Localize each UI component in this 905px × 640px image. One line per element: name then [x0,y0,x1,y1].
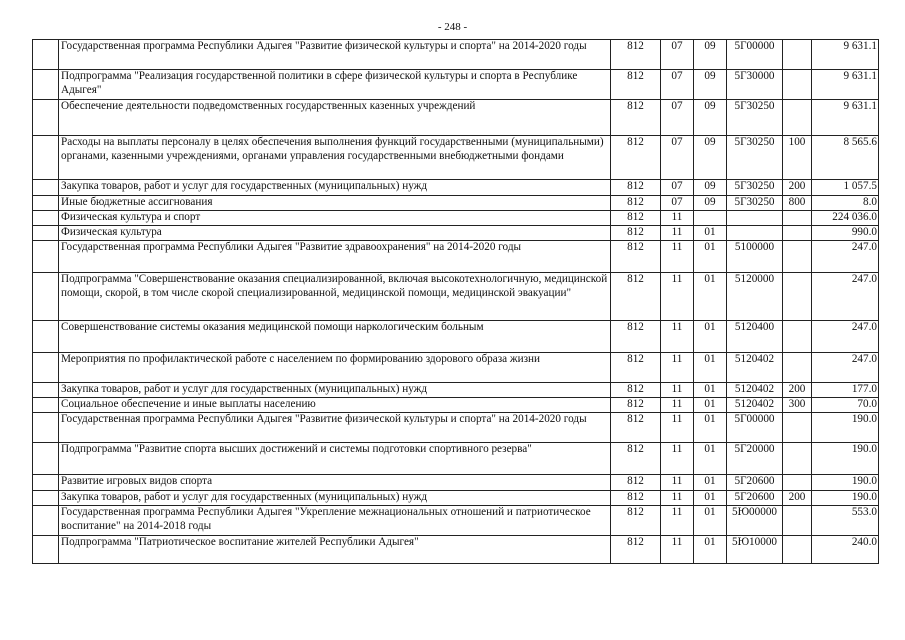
vedomstvo-cell: 812 [611,226,661,241]
razdel-cell: 07 [661,196,694,211]
row-name: Закупка товаров, работ и услуг для государственных (муниципальных) нужд [59,180,611,196]
summa-cell: 247.0 [812,353,879,383]
table-row [33,475,879,491]
row-name: Подпрограмма "Совершенствование оказания специализированной, включая высокотехнологичную, медицинской помощи, скорой, в том числе скорой специализированной, медицинской помощи, медицинской эвакуации" [59,273,611,321]
razdel-cell: 11 [661,211,694,226]
table-row [33,536,879,564]
razdel-cell: 11 [661,443,694,475]
podrazdel-cell: 01 [694,353,727,383]
vid-rashodov-cell [783,100,812,136]
razdel-cell: 07 [661,70,694,100]
vedomstvo-cell: 812 [611,383,661,398]
summa-cell: 553.0 [812,506,879,536]
podrazdel-cell: 01 [694,241,727,273]
vedomstvo-cell: 812 [611,536,661,564]
summa-cell: 247.0 [812,273,879,321]
blank-cell [33,353,59,383]
vedomstvo-cell: 812 [611,413,661,443]
table-row [33,398,879,413]
vid-rashodov-cell: 100 [783,136,812,180]
blank-cell [33,413,59,443]
table-row [33,321,879,353]
row-name: Подпрограмма "Развитие спорта высших достижений и системы подготовки спортивного резерва" [59,443,611,475]
blank-cell [33,196,59,211]
podrazdel-cell [694,211,727,226]
razdel-cell: 11 [661,475,694,491]
summa-cell: 177.0 [812,383,879,398]
vid-rashodov-cell [783,413,812,443]
vid-rashodov-cell: 300 [783,398,812,413]
podrazdel-cell: 01 [694,475,727,491]
podrazdel-cell: 09 [694,100,727,136]
vedomstvo-cell: 812 [611,180,661,196]
vedomstvo-cell: 812 [611,70,661,100]
budget-table [32,39,879,564]
table-row [33,273,879,321]
vedomstvo-cell: 812 [611,211,661,226]
summa-cell: 70.0 [812,398,879,413]
celevaya-statya-cell: 5Г30000 [727,70,783,100]
razdel-cell: 07 [661,136,694,180]
table-row [33,413,879,443]
vedomstvo-cell: 812 [611,491,661,506]
row-name: Государственная программа Республики Адыгея "Развитие физической культуры и спорта" на 2014-2020 годы [59,413,611,443]
summa-cell: 9 631.1 [812,100,879,136]
vid-rashodov-cell [783,443,812,475]
row-name: Развитие игровых видов спорта [59,475,611,491]
summa-cell: 190.0 [812,443,879,475]
row-name: Расходы на выплаты персоналу в целях обеспечения выполнения функций государственными (муниципальными) органами, казенными учреждениями, органами управления государственными внебюджетными фондами [59,136,611,180]
celevaya-statya-cell: 5Г20600 [727,475,783,491]
table-row [33,443,879,475]
celevaya-statya-cell: 5Г30250 [727,100,783,136]
vedomstvo-cell: 812 [611,353,661,383]
table-row [33,40,879,70]
razdel-cell: 07 [661,100,694,136]
celevaya-statya-cell: 5Г00000 [727,40,783,70]
blank-cell [33,226,59,241]
row-name: Физическая культура [59,226,611,241]
summa-cell: 190.0 [812,475,879,491]
summa-cell: 190.0 [812,413,879,443]
blank-cell [33,241,59,273]
summa-cell: 1 057.5 [812,180,879,196]
celevaya-statya-cell: 5Ю00000 [727,506,783,536]
razdel-cell: 11 [661,226,694,241]
row-name: Государственная программа Республики Адыгея "Развитие здравоохранения" на 2014-2020 годы [59,241,611,273]
row-name: Закупка товаров, работ и услуг для государственных (муниципальных) нужд [59,491,611,506]
podrazdel-cell: 09 [694,70,727,100]
vid-rashodov-cell: 200 [783,383,812,398]
razdel-cell: 11 [661,398,694,413]
razdel-cell: 11 [661,491,694,506]
celevaya-statya-cell: 5Ю10000 [727,536,783,564]
vedomstvo-cell: 812 [611,475,661,491]
summa-cell: 990.0 [812,226,879,241]
row-name: Мероприятия по профилактической работе с населением по формированию здорового образа жизни [59,353,611,383]
summa-cell: 190.0 [812,491,879,506]
summa-cell: 9 631.1 [812,40,879,70]
row-name: Физическая культура и спорт [59,211,611,226]
blank-cell [33,398,59,413]
podrazdel-cell: 09 [694,40,727,70]
celevaya-statya-cell [727,211,783,226]
vid-rashodov-cell: 200 [783,491,812,506]
celevaya-statya-cell: 5100000 [727,241,783,273]
podrazdel-cell: 01 [694,273,727,321]
blank-cell [33,211,59,226]
celevaya-statya-cell: 5Г20600 [727,491,783,506]
celevaya-statya-cell: 5120402 [727,383,783,398]
vid-rashodov-cell [783,70,812,100]
table-row [33,226,879,241]
podrazdel-cell: 01 [694,506,727,536]
celevaya-statya-cell: 5120000 [727,273,783,321]
table-row [33,491,879,506]
row-name: Государственная программа Республики Адыгея "Укрепление межнациональных отношений и патриотическое воспитание" на 2014-2018 годы [59,506,611,536]
razdel-cell: 11 [661,273,694,321]
summa-cell: 224 036.0 [812,211,879,226]
podrazdel-cell: 01 [694,491,727,506]
table-row [33,136,879,180]
celevaya-statya-cell: 5Г00000 [727,413,783,443]
summa-cell: 247.0 [812,321,879,353]
table-row [33,353,879,383]
celevaya-statya-cell: 5120402 [727,353,783,383]
vedomstvo-cell: 812 [611,321,661,353]
vedomstvo-cell: 812 [611,196,661,211]
podrazdel-cell: 01 [694,536,727,564]
blank-cell [33,506,59,536]
row-name: Иные бюджетные ассигнования [59,196,611,211]
razdel-cell: 11 [661,506,694,536]
table-row [33,70,879,100]
table-row [33,383,879,398]
podrazdel-cell: 01 [694,398,727,413]
razdel-cell: 07 [661,180,694,196]
vedomstvo-cell: 812 [611,398,661,413]
vedomstvo-cell: 812 [611,241,661,273]
vid-rashodov-cell [783,40,812,70]
blank-cell [33,383,59,398]
table-row [33,241,879,273]
page-number: - 248 - [437,21,468,33]
podrazdel-cell: 09 [694,196,727,211]
vedomstvo-cell: 812 [611,506,661,536]
blank-cell [33,475,59,491]
vid-rashodov-cell [783,226,812,241]
table-row [33,180,879,196]
vedomstvo-cell: 812 [611,136,661,180]
celevaya-statya-cell: 5Г30250 [727,136,783,180]
celevaya-statya-cell: 5120400 [727,321,783,353]
vid-rashodov-cell: 200 [783,180,812,196]
vid-rashodov-cell [783,321,812,353]
vid-rashodov-cell [783,506,812,536]
summa-cell: 247.0 [812,241,879,273]
vid-rashodov-cell [783,211,812,226]
blank-cell [33,40,59,70]
razdel-cell: 11 [661,321,694,353]
podrazdel-cell: 01 [694,383,727,398]
podrazdel-cell: 09 [694,180,727,196]
vedomstvo-cell: 812 [611,40,661,70]
podrazdel-cell: 01 [694,443,727,475]
razdel-cell: 11 [661,383,694,398]
razdel-cell: 07 [661,40,694,70]
row-name: Обеспечение деятельности подведомственных государственных казенных учреждений [59,100,611,136]
blank-cell [33,321,59,353]
blank-cell [33,536,59,564]
summa-cell: 240.0 [812,536,879,564]
razdel-cell: 11 [661,536,694,564]
row-name: Закупка товаров, работ и услуг для государственных (муниципальных) нужд [59,383,611,398]
vid-rashodov-cell [783,475,812,491]
celevaya-statya-cell [727,226,783,241]
vid-rashodov-cell [783,241,812,273]
table-row [33,196,879,211]
podrazdel-cell: 01 [694,413,727,443]
podrazdel-cell: 01 [694,226,727,241]
vedomstvo-cell: 812 [611,100,661,136]
table-row [33,100,879,136]
vid-rashodov-cell [783,536,812,564]
blank-cell [33,70,59,100]
celevaya-statya-cell: 5Г20000 [727,443,783,475]
razdel-cell: 11 [661,413,694,443]
podrazdel-cell: 09 [694,136,727,180]
blank-cell [33,136,59,180]
celevaya-statya-cell: 5120402 [727,398,783,413]
blank-cell [33,180,59,196]
vid-rashodov-cell: 800 [783,196,812,211]
vedomstvo-cell: 812 [611,443,661,475]
summa-cell: 9 631.1 [812,70,879,100]
vid-rashodov-cell [783,353,812,383]
row-name: Государственная программа Республики Адыгея "Развитие физической культуры и спорта" на 2014-2020 годы [59,40,611,70]
celevaya-statya-cell: 5Г30250 [727,180,783,196]
table-row [33,211,879,226]
vid-rashodov-cell [783,273,812,321]
row-name: Подпрограмма "Реализация государственной политики в сфере физической культуры и спорта в Республике Адыгея" [59,70,611,100]
row-name: Подпрограмма "Патриотическое воспитание жителей Республики Адыгея" [59,536,611,564]
podrazdel-cell: 01 [694,321,727,353]
summa-cell: 8.0 [812,196,879,211]
row-name: Совершенствование системы оказания медицинской помощи наркологическим больным [59,321,611,353]
summa-cell: 8 565.6 [812,136,879,180]
celevaya-statya-cell: 5Г30250 [727,196,783,211]
row-name: Социальное обеспечение и иные выплаты населению [59,398,611,413]
blank-cell [33,443,59,475]
blank-cell [33,273,59,321]
razdel-cell: 11 [661,353,694,383]
table-row [33,506,879,536]
blank-cell [33,491,59,506]
vedomstvo-cell: 812 [611,273,661,321]
razdel-cell: 11 [661,241,694,273]
blank-cell [33,100,59,136]
